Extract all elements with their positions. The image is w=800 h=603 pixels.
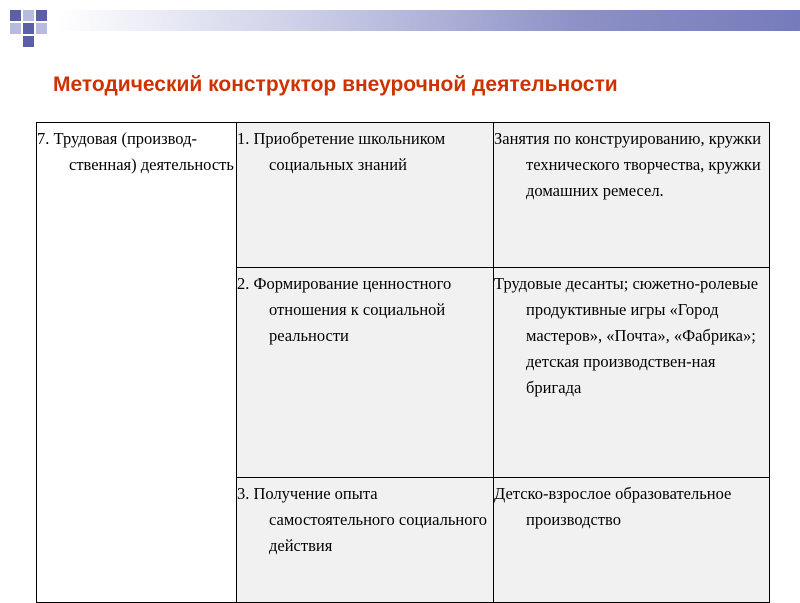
activity-label: 7. Трудовая (производ-ственная) деятельность (37, 129, 234, 174)
decor-square (23, 10, 34, 21)
slide-title: Методический конструктор внеурочной деятельности (53, 73, 618, 96)
forms-cell (494, 268, 770, 478)
result-cell (237, 268, 494, 478)
decor-square (10, 23, 21, 34)
forms-text: Занятия по конструированию, кружки технического творчества, кружки домашних ремесел. (494, 129, 762, 200)
result-cell (237, 478, 494, 603)
result-cell (237, 123, 494, 268)
result-text: 1. Приобретение школьником социальных знаний (237, 129, 446, 174)
decor-square (23, 36, 34, 47)
result-text: 3. Получение опыта самостоятельного социального действия (237, 484, 488, 555)
decor-square (23, 23, 34, 34)
activity-table (36, 122, 770, 603)
decor-square (36, 10, 47, 21)
header-gradient-band (58, 10, 800, 31)
result-text: 2. Формирование ценностного отношения к социальной реальности (237, 274, 452, 345)
table-row (37, 123, 770, 268)
activity-cell (37, 123, 237, 603)
decor-square (10, 10, 21, 21)
forms-cell (494, 478, 770, 603)
forms-text: Трудовые десанты; сюжетно-ролевые продуктивные игры «Город мастеров», «Почта», «Фабрика»; детская производствен-ная бригада (494, 274, 759, 397)
forms-text: Детско-взрослое образовательное производство (494, 484, 732, 529)
forms-cell (494, 123, 770, 268)
decor-square (36, 23, 47, 34)
